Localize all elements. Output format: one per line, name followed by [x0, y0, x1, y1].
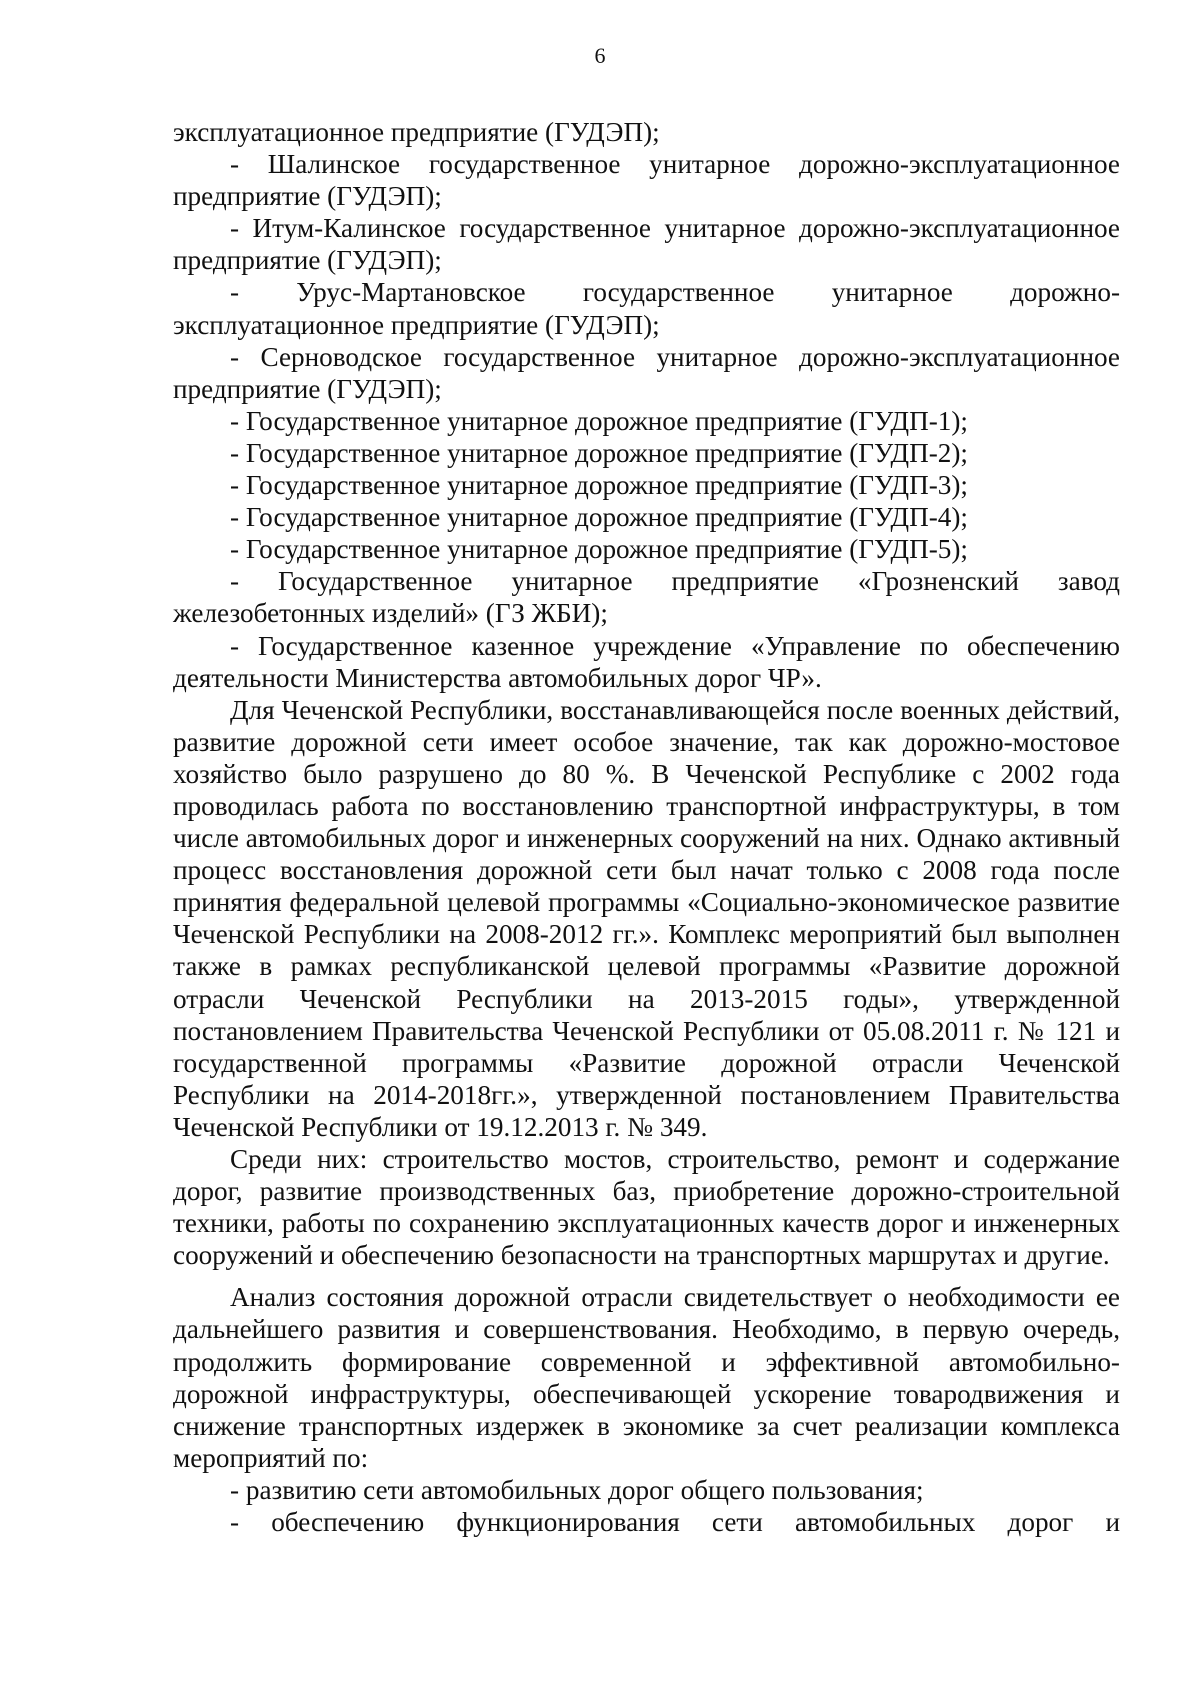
list-item-gz-zhbi: - Государственное унитарное предприятие «Грозненский завод железобетонных изделий» (ГЗ ЖБИ); — [173, 566, 1120, 629]
list-item-gudp-4: - Государственное унитарное дорожное предприятие (ГУДП-4); — [230, 502, 968, 533]
list-item-gudp-2: - Государственное унитарное дорожное предприятие (ГУДП-2); — [230, 437, 968, 468]
list-item-gku-management: - Государственное казенное учреждение «Управление по обеспечению деятельности Министерства автомобильных дорог ЧР». — [173, 630, 1120, 693]
paragraph-road-network-history: Для Чеченской Республики, восстанавливающейся после военных действий, развитие дорожной сети имеет особое значение, так как дорожно-мостовое хозяйство было разрушено до 80 %. В Чеченской Республике с 2002 года проводилась работа по восстановлению транспортной инфраструктуры, в том числе автомобильных дорог и инженерных сооружений на них. Однако активный процесс восстановления дорожной сети был начат только с 2008 года после принятия федеральной целевой программы «Социально-экономическое развитие Чеченской Республики на 2008-2012 гг.». Комплекс мероприятий был выполнен также в рамках республиканской целевой программы «Развитие дорожной отрасли Чеченской Республики на 2013-2015 годы», утвержденной постановлением Правительства Чеченской Республики от 05.08.2011 г. № 121 и государственной программы «Развитие дорожной отрасли Чеченской Республики на 2014-2018гг.», утвержденной постановлением Правительства Чеченской Республики от 19.12.2013 г. № 349. — [173, 694, 1120, 1142]
list-item-network-functioning: - обеспечению функционирования сети автомобильных дорог и — [230, 1507, 1120, 1538]
paragraph-analysis: Анализ состояния дорожной отрасли свидетельствует о необходимости ее дальнейшего развития и совершенствования. Необходимо, в первую очередь, продолжить формирование современной и эффективной автомобильно-дорожной инфраструктуры, обеспечивающей ускорение товародвижения и снижение транспортных издержек в экономике за счет реализации комплекса мероприятий по: — [173, 1282, 1120, 1473]
list-item-shali-gudep: - Шалинское государственное унитарное дорожно-эксплуатационное предприятие (ГУДЭП); — [173, 149, 1120, 212]
document-body — [173, 116, 1120, 1538]
list-item-sernovodsk-gudep: - Серноводское государственное унитарное дорожно-эксплуатационное предприятие (ГУДЭП); — [173, 341, 1120, 404]
list-item-gudp-5: - Государственное унитарное дорожное предприятие (ГУДП-5); — [230, 534, 968, 565]
list-item-itum-kali-gudep: - Итум-Калинское государственное унитарное дорожно-эксплуатационное предприятие (ГУДЭП); — [173, 213, 1120, 276]
paragraph-continuation: эксплуатационное предприятие (ГУДЭП); — [173, 117, 660, 147]
list-item-urus-martan-gudep: - Урус-Мартановское государственное унитарное дорожно-эксплуатационное предприятие (ГУДЭП); — [173, 277, 1120, 340]
list-item-gudp-3: - Государственное унитарное дорожное предприятие (ГУДП-3); — [230, 470, 968, 501]
list-item-network-development: - развитию сети автомобильных дорог общего пользования; — [230, 1474, 924, 1505]
list-item-gudp-1: - Государственное унитарное дорожное предприятие (ГУДП-1); — [230, 405, 968, 436]
paragraph-measures-list: Среди них: строительство мостов, строительство, ремонт и содержание дорог, развитие производственных баз, приобретение дорожно-строительной техники, работы по сохранению эксплуатационных качеств дорог и инженерных сооружений и обеспечению безопасности на транспортных маршрутах и другие. — [173, 1144, 1120, 1271]
page-number: 6 — [594, 43, 606, 68]
